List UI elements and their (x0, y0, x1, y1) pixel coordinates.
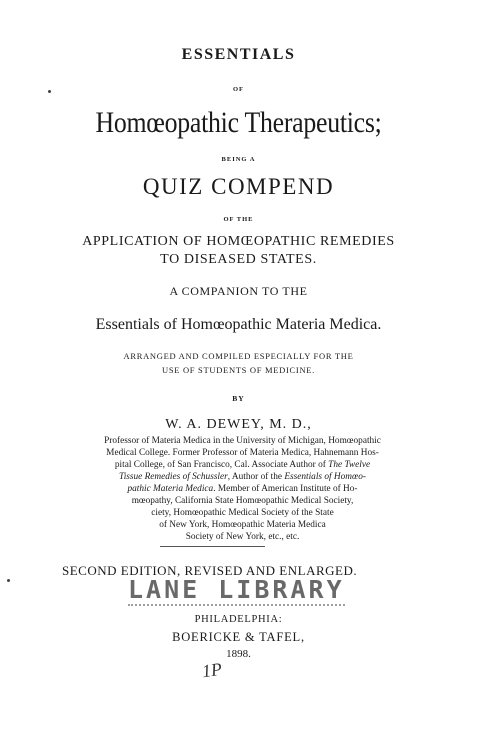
connector-of: OF (232, 86, 245, 93)
companion-title: Essentials of Homœopathic Materia Medica. (95, 316, 382, 333)
subtitle-quiz-compend: QUIZ COMPEND (142, 174, 335, 199)
arranged-line-2: USE OF STUDENTS OF MEDICINE. (161, 365, 315, 375)
library-stamp-text: LANE LIBRARY (128, 575, 345, 604)
bio-text: , Author of the (227, 472, 285, 482)
connector-being-a: BEING A (221, 156, 256, 163)
bio-italic: Tissue Remedies of Schussler (119, 472, 228, 482)
bio-text: . Member of American Institute of Ho- (213, 484, 358, 494)
main-title: Homœopathic Therapeutics; (95, 106, 382, 139)
bio-italic: Essentials of Homœo- (284, 472, 366, 482)
bio-line: Professor of Materia Medica in the University of Michigan, Homœopathic (104, 436, 381, 446)
bio-line (30, 459, 455, 471)
bio-line (30, 471, 455, 483)
edition-statement: SECOND EDITION, REVISED AND ENLARGED. (62, 563, 358, 578)
bio-italic: pathic Materia Medica (127, 484, 214, 494)
bio-line: Medical College. Former Professor of Materia Medica, Hahnemann Hos- (106, 448, 379, 458)
author-credentials (30, 435, 455, 543)
bio-line: of New York, Homœopathic Materia Medica (159, 520, 326, 530)
divider-rule (160, 546, 265, 547)
application-line-1: APPLICATION OF HOMŒOPATHIC REMEDIES (82, 234, 395, 249)
bio-text: pital College, of San Francisco, Cal. Associate Author of (114, 460, 329, 470)
publication-year: 1898. (226, 648, 251, 660)
bio-line: mœopathy, California State Homœopathic Medical Society, (131, 496, 354, 506)
series-title: ESSENTIALS (181, 46, 296, 63)
arranged-line-1: ARRANGED AND COMPILED ESPECIALLY FOR THE (123, 351, 354, 361)
companion-line: A COMPANION TO THE (169, 284, 308, 298)
author-name: W. A. DEWEY, M. D., (165, 417, 312, 432)
bio-line: ciety, Homœopathic Medical Society of the State (151, 508, 334, 518)
bio-italic: The Twelve (328, 460, 371, 470)
publisher: BOERICKE & TAFEL, (172, 630, 305, 644)
library-stamp (128, 575, 345, 604)
bio-line (30, 483, 455, 495)
connector-of-the: OF THE (223, 216, 254, 223)
application-line-2: TO DISEASED STATES. (160, 252, 317, 267)
bio-line: Society of New York, etc., etc. (185, 532, 300, 542)
publication-place: PHILADELPHIA: (194, 614, 283, 625)
ink-speck (7, 579, 10, 582)
handwritten-mark: 1P (200, 658, 224, 682)
by-label: BY (232, 394, 245, 403)
